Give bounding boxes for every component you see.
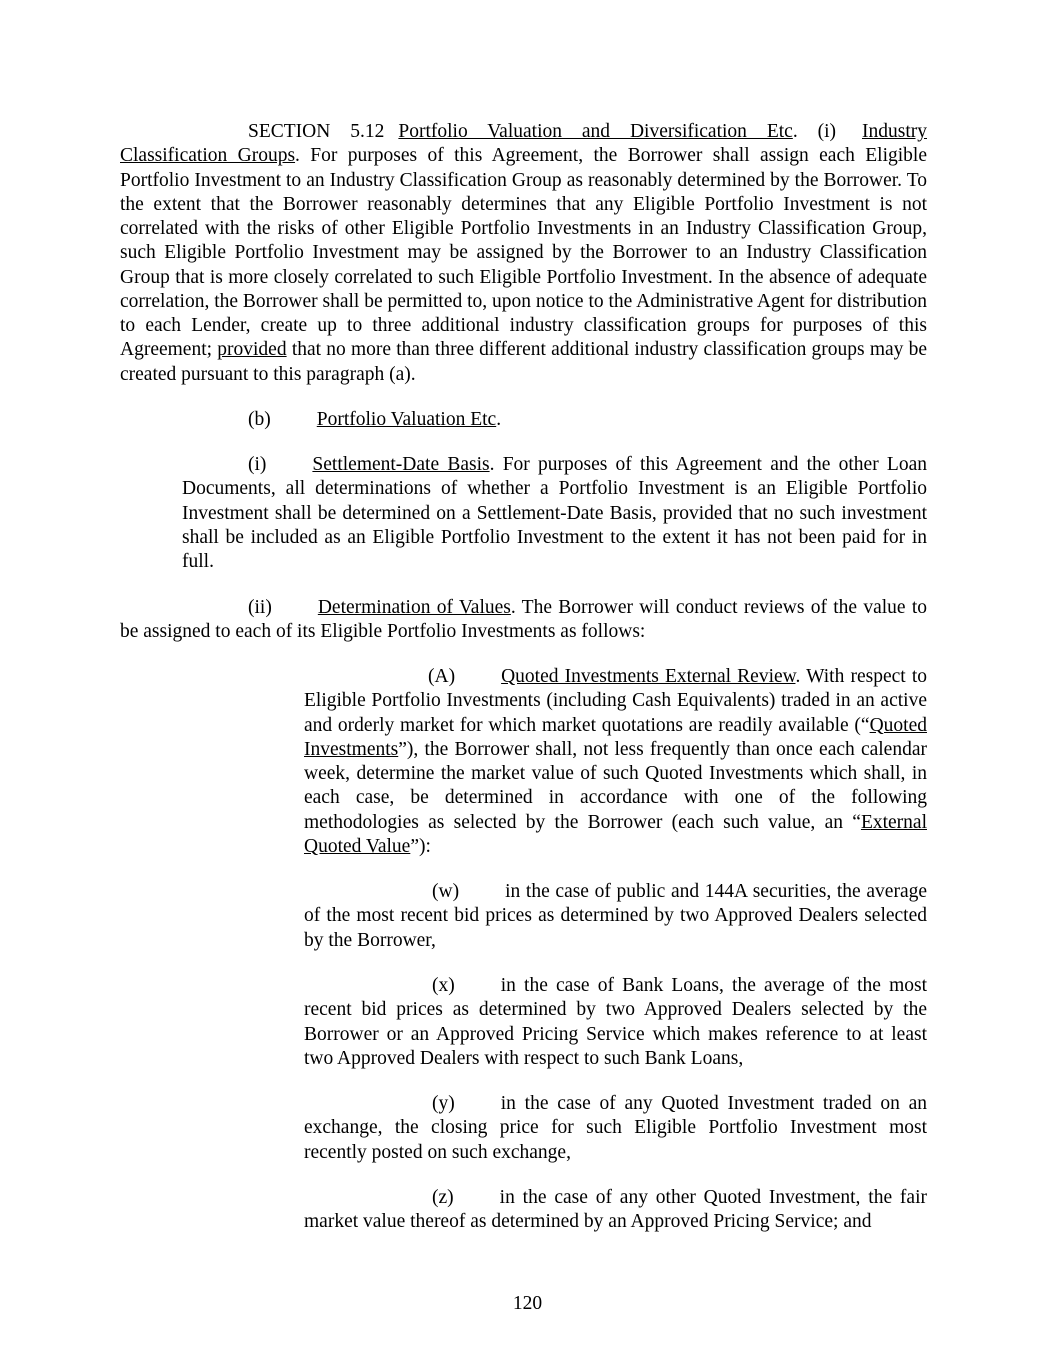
section-paragraph-a [120, 120, 927, 387]
paragraph-a-text: For purposes of this Agreement, the Borrower shall assign each Eligible Portfolio Investment to an Industry Classification Group as reasonably determined by the Borrower. To the extent that the Borrower reasonably determines that any Eligible Portfolio Investment is not correlated with the risks of other Eligible Portfolio Investments in an Industry Classification Group, such Eligible Portfolio Investment may be assigned by the Borrower to an Industry Classification Group that is more closely correlated to such Eligible Portfolio Investment. In the absence of adequate correlation, the Borrower shall be permitted to, upon notice to the Administrative Agent for distribution to each Lender, create up to three additional industry classification groups for purposes of this Agreement; [120, 145, 927, 361]
paragraph-b-ii-A-text-1: . With respect to Eligible Portfolio Investments (including Cash Equivalents) traded in an active and orderly market for which market quotations are readily available (“ [304, 666, 927, 736]
paragraph-b-ii-A-text-2: ”), the Borrower shall, not less frequently than once each calendar week, determine the market value of such Quoted Investments which shall, in each case, be determined in accordance with one of the following methodologies as selected by the Borrower (each such value, an “ [304, 738, 927, 833]
paragraph-b-i-text: . For purposes of this Agreement and the other Loan Documents, all determinations of whether a Portfolio Investment is an Eligible Portfolio Investment shall be determined on a Settlement-Date Basis, provided that no such investment shall be included as an Eligible Portfolio Investment to the extent it has not been paid for in full. [182, 454, 927, 573]
paragraph-b-i-marker: (i) [248, 454, 267, 476]
paragraph-b-ii-marker: (ii) [248, 596, 272, 618]
paragraph-b-i [182, 453, 927, 574]
provided-emphasis: provided [217, 339, 287, 361]
paragraph-b [182, 408, 927, 432]
defined-term-quoted-investments: Quoted Investments [304, 714, 927, 760]
paragraph-y [304, 1092, 927, 1165]
paragraph-b-i-heading: Settlement-Date Basis [312, 454, 490, 476]
section-title-suffix: . (i) [792, 121, 836, 142]
paragraph-z [304, 1186, 927, 1235]
page-number: 120 [512, 1293, 543, 1314]
paragraph-y-marker: (y) [432, 1093, 455, 1115]
paragraph-x [304, 974, 927, 1071]
section-subheading-suffix: . [295, 145, 300, 167]
paragraph-z-text: in the case of any other Quoted Investment, the fair market value thereof as determined by an Approved Pricing Service; and [304, 1186, 927, 1233]
paragraph-x-text: in the case of Bank Loans, the average of the most recent bid prices as determined by two Approved Dealers selected by the Borrower or an Approved Pricing Service which makes reference to at least two Approved Dealers with respect to such Bank Loans, [304, 974, 927, 1069]
paragraph-b-ii-A [304, 665, 927, 859]
paragraph-b-ii-A-marker: (A) [428, 666, 456, 688]
paragraph-w-text: in the case of public and 144A securities, the average of the most recent bid prices as determined by two Approved Dealers selected by the Borrower, [304, 881, 927, 951]
document-body [120, 120, 927, 1234]
paragraph-b-ii-heading: Determination of Values [317, 596, 511, 618]
paragraph-x-marker: (x) [432, 974, 455, 996]
paragraph-a-text-continued: that no more than three different additional industry classification groups may be created pursuant to this paragraph (a). [120, 339, 928, 385]
paragraph-w-marker: (w) [432, 881, 460, 903]
paragraph-z-marker: (z) [432, 1186, 454, 1208]
paragraph-b-ii-A-text-3: ”): [410, 835, 431, 857]
paragraph-b-ii-A-heading: Quoted Investments External Review [501, 666, 796, 688]
paragraph-b-heading: Portfolio Valuation Etc [316, 408, 497, 430]
paragraph-b-ii [120, 596, 927, 645]
paragraph-b-marker: (b) [248, 408, 271, 430]
paragraph-b-ii-text: . The Borrower will conduct reviews of the value to be assigned to each of its Eligible Portfolio Investments as follows: [120, 596, 927, 642]
defined-term-external-quoted-value: External Quoted Value [304, 811, 927, 857]
section-title: Portfolio Valuation and Diversification Etc [398, 121, 793, 142]
section-number: SECTION 5.12 [248, 121, 385, 142]
paragraph-w [304, 880, 927, 953]
paragraph-y-text: in the case of any Quoted Investment traded on an exchange, the closing price for such Eligible Portfolio Investment most recently posted on such exchange, [304, 1093, 927, 1163]
section-subheading: Industry Classification Groups [120, 121, 927, 167]
paragraph-b-heading-suffix: . [496, 408, 502, 430]
